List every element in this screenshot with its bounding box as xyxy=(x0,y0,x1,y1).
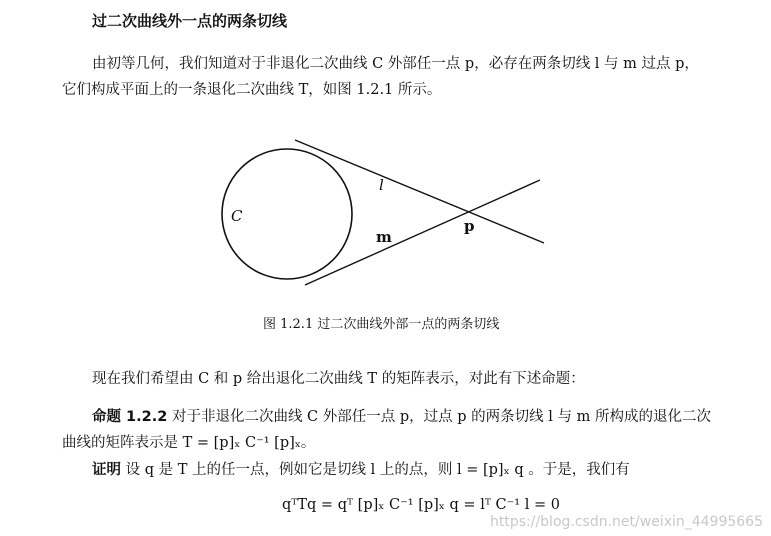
label-m: m xyxy=(376,228,392,246)
equation: qᵀTq = qᵀ [p]ₓ C⁻¹ [p]ₓ q = lᵀ C⁻¹ l = 0 xyxy=(282,497,560,513)
proposition-line-1 xyxy=(92,405,711,426)
watermark: https://blog.csdn.net/weixin_44995665 xyxy=(489,514,763,530)
proposition-line-2: 曲线的矩阵表示是 T = [p]ₓ C⁻¹ [p]ₓ。 xyxy=(62,435,316,451)
proposition-text-1: 对于非退化二次曲线 C 外部任一点 p，过点 p 的两条切线 l 与 m 所构成的退化二次 xyxy=(171,409,711,425)
tangent-line-m xyxy=(305,180,540,285)
label-l: l xyxy=(379,176,384,194)
proof-label: 证明 xyxy=(92,462,121,478)
proof-line xyxy=(92,458,630,479)
paragraph-1-line-1: 由初等几何，我们知道对于非退化二次曲线 C 外部任一点 p，必存在两条切线 l 与 m 过点 p， xyxy=(92,56,699,72)
paragraph-2: 现在我们希望由 C 和 p 给出退化二次曲线 T 的矩阵表示，对此有下述命题： xyxy=(92,371,585,387)
tangent-line-l xyxy=(295,140,544,243)
proposition-label: 命题 1.2.2 xyxy=(92,409,168,425)
label-p: p xyxy=(464,217,475,235)
section-title: 过二次曲线外一点的两条切线 xyxy=(92,12,288,30)
figure-caption: 图 1.2.1 过二次曲线外部一点的两条切线 xyxy=(263,317,500,332)
label-C: C xyxy=(231,207,243,225)
paragraph-1-line-2: 它们构成平面上的一条退化二次曲线 T，如图 1.2.1 所示。 xyxy=(62,82,442,98)
proof-text: 设 q 是 T 上的任一点，例如它是切线 l 上的点，则 l = [p]ₓ q 。于是，我们有 xyxy=(125,462,630,478)
